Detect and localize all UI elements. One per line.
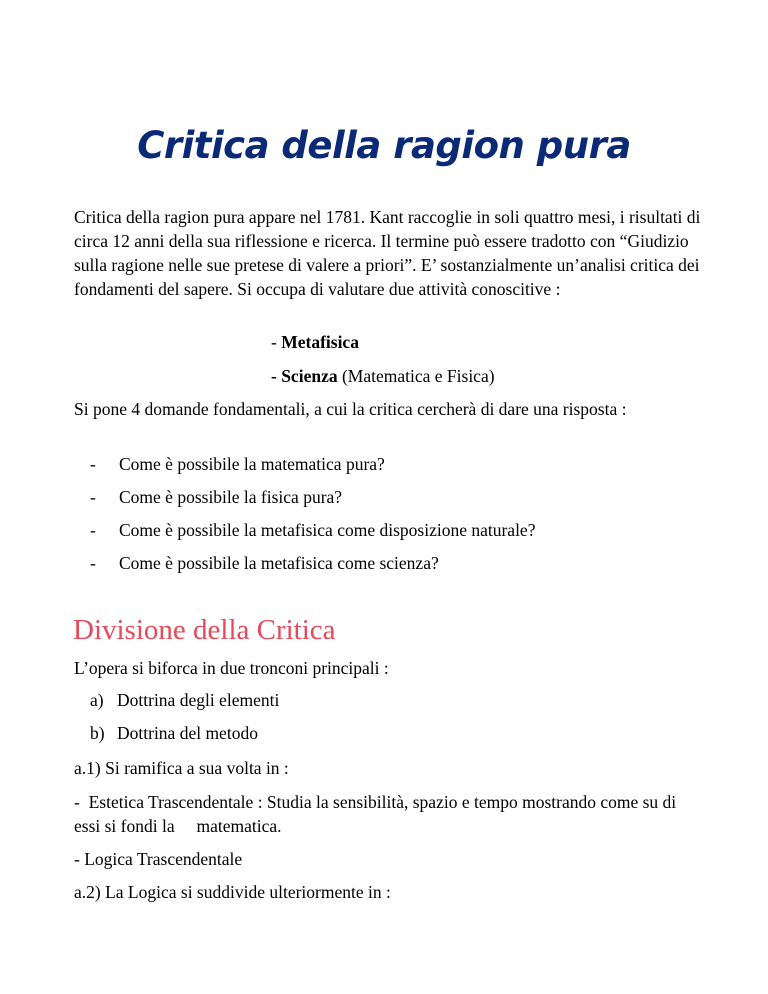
document-title: Critica della ragion pura [137, 124, 631, 167]
activity-bold: - Scienza [271, 366, 338, 386]
list-dash: - [90, 454, 96, 474]
section-intro: L’opera si biforca in due tronconi principali : [74, 658, 389, 678]
activity-rest: (Matematica e Fisica) [337, 366, 495, 386]
activity-bold: Metafisica [281, 332, 359, 352]
list-dash: - [90, 487, 96, 507]
a1-line: a.1) Si ramifica a sua volta in : [74, 758, 289, 778]
estetica-paragraph: - Estetica Trascendentale : Studia la sensibilità, spazio e tempo mostrando come su di essi si fondi la matematica. [74, 792, 681, 836]
question-text: Come è possibile la fisica pura? [119, 487, 343, 507]
question-item [90, 485, 342, 509]
logica-line: - Logica Trascendentale [74, 849, 243, 869]
activity-item-scienza [271, 364, 495, 388]
activity-prefix: - [271, 332, 282, 352]
branch-text: Dottrina del metodo [117, 723, 258, 743]
section-heading: Divisione della Critica [73, 614, 336, 646]
a2-line: a.2) La Logica si suddivide ulteriormente in : [74, 882, 391, 902]
activity-item-metafisica [271, 330, 359, 354]
list-dash: - [90, 520, 96, 540]
list-dash: - [90, 553, 96, 573]
questions-intro: Si pone 4 domande fondamentali, a cui la critica cercherà di dare una risposta : [74, 399, 627, 419]
question-text: Come è possibile la metafisica come scienza? [119, 553, 439, 573]
question-text: Come è possibile la matematica pura? [119, 454, 385, 474]
question-item [90, 551, 439, 575]
branch-item [90, 688, 279, 712]
branch-text: Dottrina degli elementi [117, 690, 280, 710]
question-item [90, 518, 535, 542]
intro-paragraph: Critica della ragion pura appare nel 1781. Kant raccoglie in soli quattro mesi, i risultati di circa 12 anni della sua riflessione e ricerca. Il termine può essere tradotto con “Giudizio sulla ragione nelle sue pretese di valere a priori”. E’ sostanzialmente un’analisi critica dei fondamenti del sapere. Si occupa di valutare due attività conoscitive : [74, 207, 701, 299]
question-text: Come è possibile la metafisica come disposizione naturale? [119, 520, 536, 540]
branch-marker: b) [90, 723, 105, 743]
branch-item [90, 721, 258, 745]
branch-marker: a) [90, 690, 104, 710]
question-item [90, 452, 385, 476]
